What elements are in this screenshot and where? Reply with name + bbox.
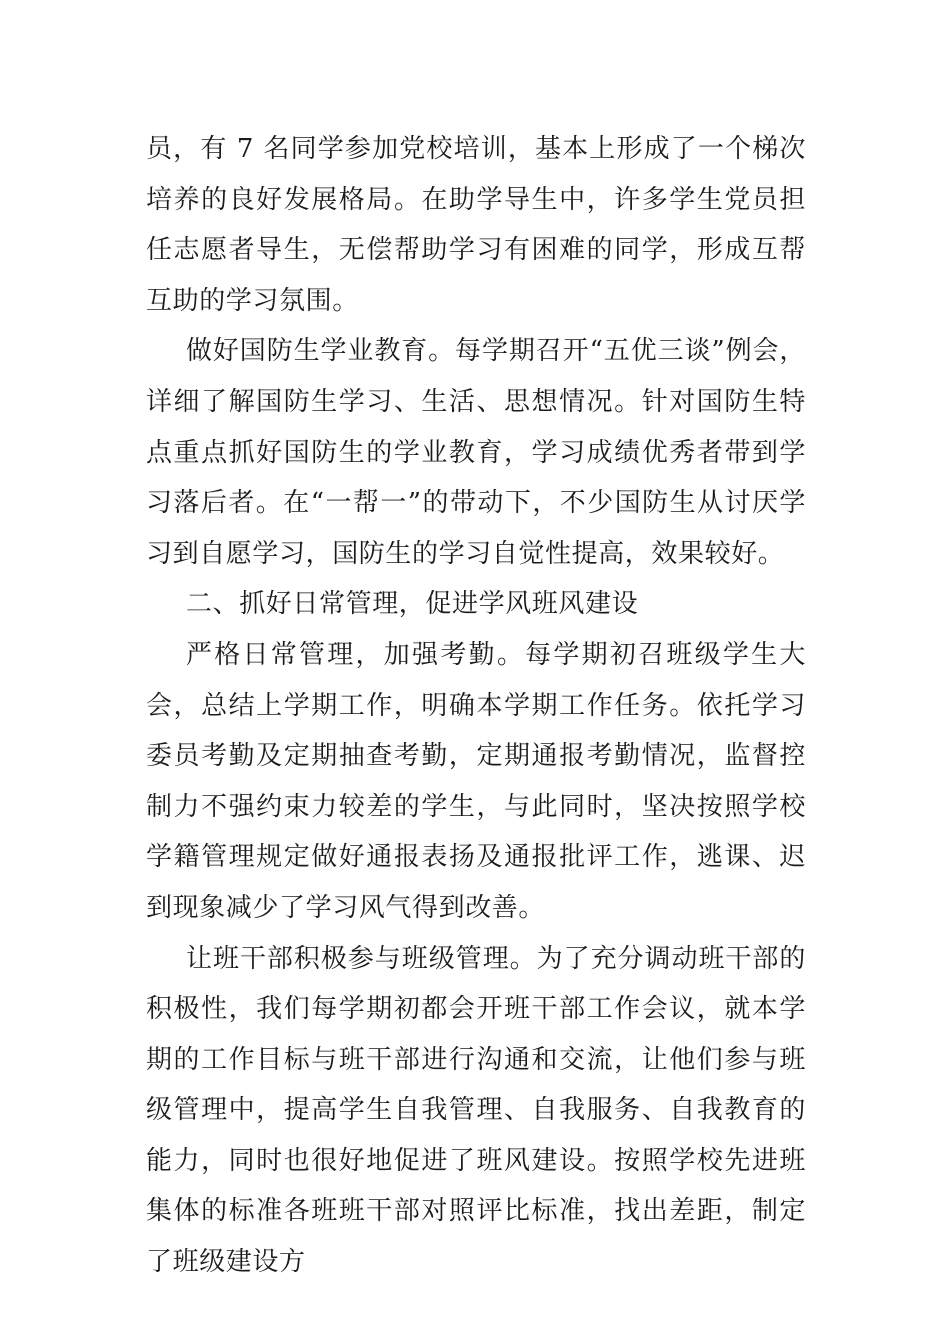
paragraph-class-cadres: 让班干部积极参与班级管理。为了充分调动班干部的积极性，我们每学期初都会开班干部工作会议，就本学期的工作目标与班干部进行沟通和交流，让他们参与班级管理中，提高学生自我管理、自我服务、自我教育的能力，同时也很好地促进了班风建设。按照学校先进班集体的标准各班班干部对照评比标准，找出差距，制定了班级建设方 [146,943,806,1278]
paragraph-defense-student-education: 做好国防生学业教育。每学期召开“五优三谈”例会，详细了解国防生学习、生活、思想情况。针对国防生特点重点抓好国防生的学业教育，学习成绩优秀者带到学习落后者。在“一帮一”的带动下，不少国防生从讨厌学习到自愿学习，国防生的学习自觉性提高，效果较好。 [146,336,806,569]
paragraph-continuation: 员，有 7 名同学参加党校培训，基本上形成了一个梯次培养的良好发展格局。在助学导生中，许多学生党员担任志愿者导生，无偿帮助学习有困难的同学，形成互帮互助的学习氛围。 [146,134,806,316]
document-body [146,124,806,1288]
section-heading: 二、抓好日常管理，促进学风班风建设 [186,589,639,620]
paragraph-daily-management: 严格日常管理，加强考勤。每学期初召班级学生大会，总结上学期工作，明确本学期工作任务。依托学习委员考勤及定期抽查考勤，定期通报考勤情况，监督控制力不强约束力较差的学生，与此同时，坚决按照学校学籍管理规定做好通报表扬及通报批评工作，逃课、迟到现象减少了学习风气得到改善。 [146,639,806,923]
